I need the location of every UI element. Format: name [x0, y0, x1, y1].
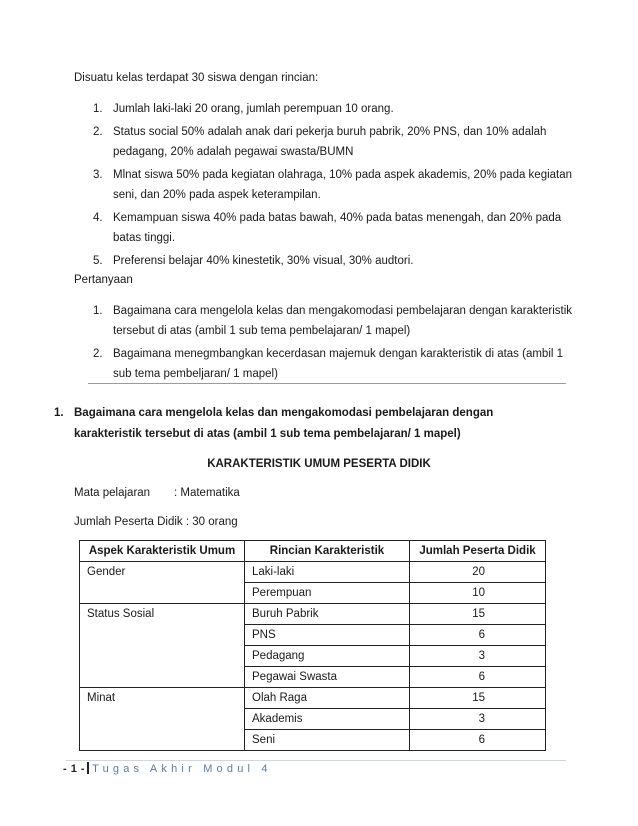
jumlah-cell: 6 — [410, 730, 546, 751]
list-number: 1. — [93, 103, 103, 115]
mapel-label: Mata pelajaran — [74, 487, 151, 499]
page-footer — [63, 762, 272, 775]
question-list — [73, 301, 573, 387]
footer-divider — [66, 760, 566, 761]
list-text: Kemampuan siswa 40% pada batas bawah, 40% pada batas menengah, dan 20% pada batas tinggi. — [113, 212, 562, 244]
table-row — [80, 604, 546, 625]
list-item — [73, 99, 573, 119]
list-number: 2. — [93, 348, 103, 360]
section-number: 1. — [54, 407, 64, 419]
footer-separator — [87, 762, 89, 774]
list-item — [73, 344, 573, 384]
rincian-cell: Olah Raga — [245, 688, 410, 709]
rincian-cell: Perempuan — [245, 583, 410, 604]
mapel-row — [74, 487, 240, 499]
list-number: 2. — [93, 126, 103, 138]
list-number: 3. — [93, 169, 103, 181]
list-number: 4. — [93, 212, 103, 224]
jumlah-cell: 3 — [410, 646, 546, 667]
list-text: Bagaimana cara mengelola kelas dan mengakomodasi pembelajaran dengan karakteristik tersebut di atas (ambil 1 sub tema pembelajaran/ 1 mapel) — [113, 305, 572, 337]
rincian-cell: PNS — [245, 625, 410, 646]
jumlah-cell: 15 — [410, 604, 546, 625]
header-jumlah: Jumlah Peserta Didik — [410, 541, 546, 562]
list-text: Mlnat siswa 50% pada kegiatan olahraga, 10% pada aspek akademis, 20% pada kegiatan seni, dan 20% pada aspek keterampilan. — [113, 169, 573, 201]
list-number: 5. — [93, 255, 103, 267]
rincian-cell: Pegawai Swasta — [245, 667, 410, 688]
jumlah-cell: 20 — [410, 562, 546, 583]
page-number: - 1 - — [63, 763, 86, 775]
aspek-cell: Gender — [80, 562, 245, 604]
list-item — [73, 208, 573, 248]
list-text: Jumlah laki-laki 20 orang, jumlah perempuan 10 orang. — [113, 103, 394, 115]
rincian-cell: Buruh Pabrik — [245, 604, 410, 625]
table-header-row — [80, 541, 546, 562]
list-item — [73, 165, 573, 205]
jumlah-cell: 6 — [410, 667, 546, 688]
divider — [88, 383, 566, 384]
list-item — [73, 122, 573, 162]
jumlah-row — [74, 516, 238, 528]
rincian-cell: Pedagang — [245, 646, 410, 667]
table-row — [80, 562, 546, 583]
jumlah-cell: 3 — [410, 709, 546, 730]
jumlah-label: Jumlah Peserta Didik — [74, 516, 183, 528]
aspek-cell: Minat — [80, 688, 245, 751]
table-title: KARAKTERISTIK UMUM PESERTA DIDIK — [207, 458, 431, 470]
pertanyaan-label: Pertanyaan — [74, 274, 133, 286]
jumlah-cell: 6 — [410, 625, 546, 646]
jumlah-cell: 15 — [410, 688, 546, 709]
footer-title: Tugas Akhir Modul 4 — [92, 763, 272, 775]
table-row — [80, 688, 546, 709]
list-item — [73, 251, 573, 271]
intro-text: Disuatu kelas terdapat 30 siswa dengan rincian: — [74, 72, 319, 84]
list-text: Status social 50% adalah anak dari pekerja buruh pabrik, 20% PNS, dan 10% adalah pedagang, 20% adalah pegawai swasta/BUMN — [113, 126, 547, 158]
section-heading-text: Bagaimana cara mengelola kelas dan mengakomodasi pembelajaran dengan karakteristik tersebut di atas (ambil 1 sub tema pembelajaran/ 1 mapel) — [74, 407, 494, 440]
list-text: Preferensi belajar 40% kinestetik, 30% visual, 30% audtori. — [113, 255, 414, 267]
jumlah-cell: 10 — [410, 583, 546, 604]
rincian-cell: Seni — [245, 730, 410, 751]
list-item — [73, 301, 573, 341]
list-text: Bagaimana menegmbangkan kecerdasan majemuk dengan karakteristik di atas (ambil 1 sub tema pembeljaran/ 1 mapel) — [113, 348, 564, 380]
mapel-value: : Matematika — [174, 487, 240, 499]
header-aspek: Aspek Karakteristik Umum — [80, 541, 245, 562]
jumlah-value: : 30 orang — [185, 516, 238, 528]
characteristics-table — [79, 540, 546, 751]
aspek-cell: Status Sosial — [80, 604, 245, 688]
list-number: 1. — [93, 305, 103, 317]
detail-list — [73, 99, 573, 274]
rincian-cell: Akademis — [245, 709, 410, 730]
header-rincian: Rincian Karakteristik — [245, 541, 410, 562]
rincian-cell: Laki-laki — [245, 562, 410, 583]
